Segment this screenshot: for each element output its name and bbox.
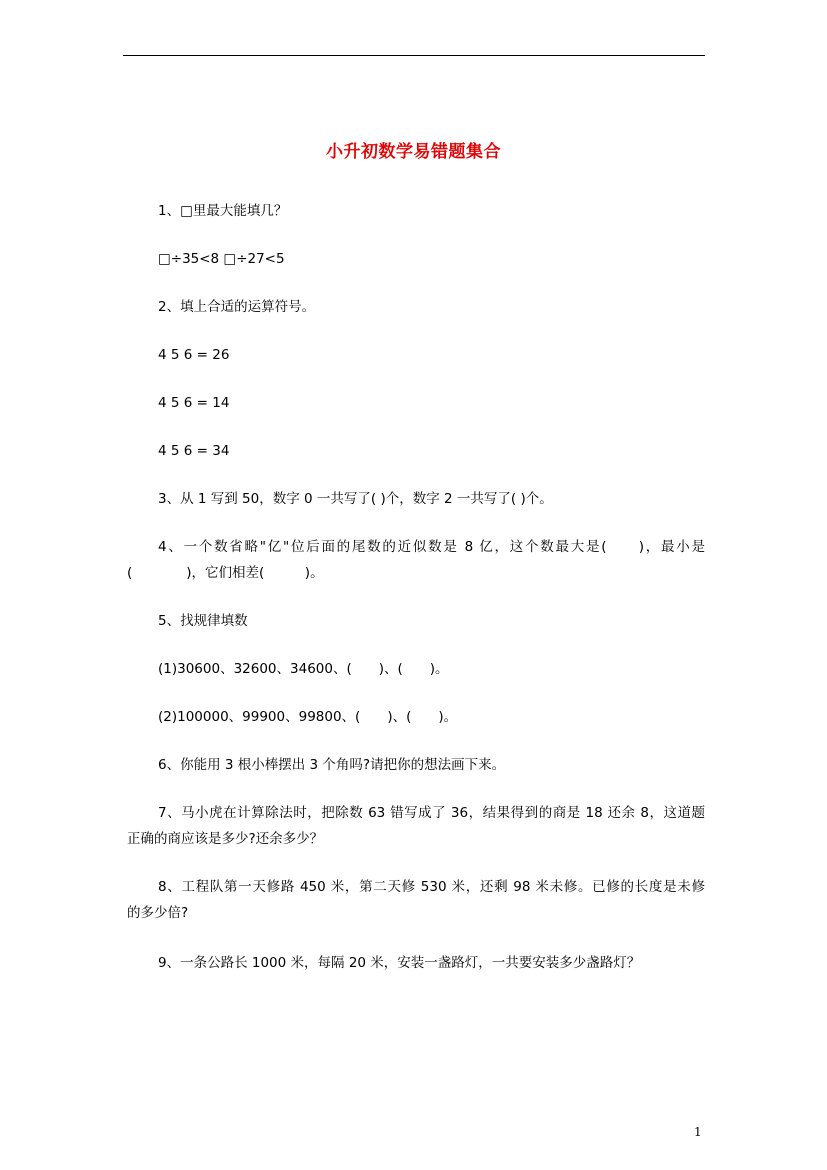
page-number: 1 <box>694 1125 702 1139</box>
question-6: 6、你能用 3 根小棒摆出 3 个角吗?请把你的想法画下来。 <box>158 757 506 773</box>
question-7-line-2: 正确的商应该是多少?还余多少？ <box>127 831 324 847</box>
question-5-sequence-1: (1)30600、32600、34600、( )、( )。 <box>158 661 449 677</box>
header-rule <box>123 55 705 56</box>
question-2-equation-1: 4 5 6 = 26 <box>158 347 230 363</box>
question-4-line-2: ( )，它们相差( )。 <box>127 565 324 581</box>
question-1-expressions: □÷35<8 □÷27<5 <box>158 251 285 267</box>
question-8-line-2: 的多少倍? <box>127 905 189 921</box>
question-2: 2、填上合适的运算符号。 <box>158 299 316 315</box>
question-7-line-1: 7、马小虎在计算除法时，把除数 63 错写成了 36，结果得到的商是 18 还余 8，这道题 <box>158 805 705 821</box>
question-3: 3、从 1 写到 50，数字 0 一共写了( )个，数字 2 一共写了( )个。 <box>158 491 553 507</box>
question-5: 5、找规律填数 <box>158 613 248 629</box>
question-1: 1、□里最大能填几？ <box>158 203 288 219</box>
question-5-sequence-2: (2)100000、99900、99800、( )、( )。 <box>158 709 458 725</box>
question-8-line-1: 8、工程队第一天修路 450 米，第二天修 530 米，还剩 98 米未修。已修的长度是未修 <box>158 879 705 895</box>
document-title: 小升初数学易错题集合 <box>326 142 501 162</box>
question-2-equation-3: 4 5 6 = 34 <box>158 443 230 459</box>
question-4-line-1: 4、一个数省略"亿"位后面的尾数的近似数是 8 亿，这个数最大是( )，最小是 <box>158 539 705 555</box>
question-9: 9、一条公路长 1000 米，每隔 20 米，安装一盏路灯，一共要安装多少盏路灯？ <box>158 955 641 971</box>
question-2-equation-2: 4 5 6 = 14 <box>158 395 230 411</box>
